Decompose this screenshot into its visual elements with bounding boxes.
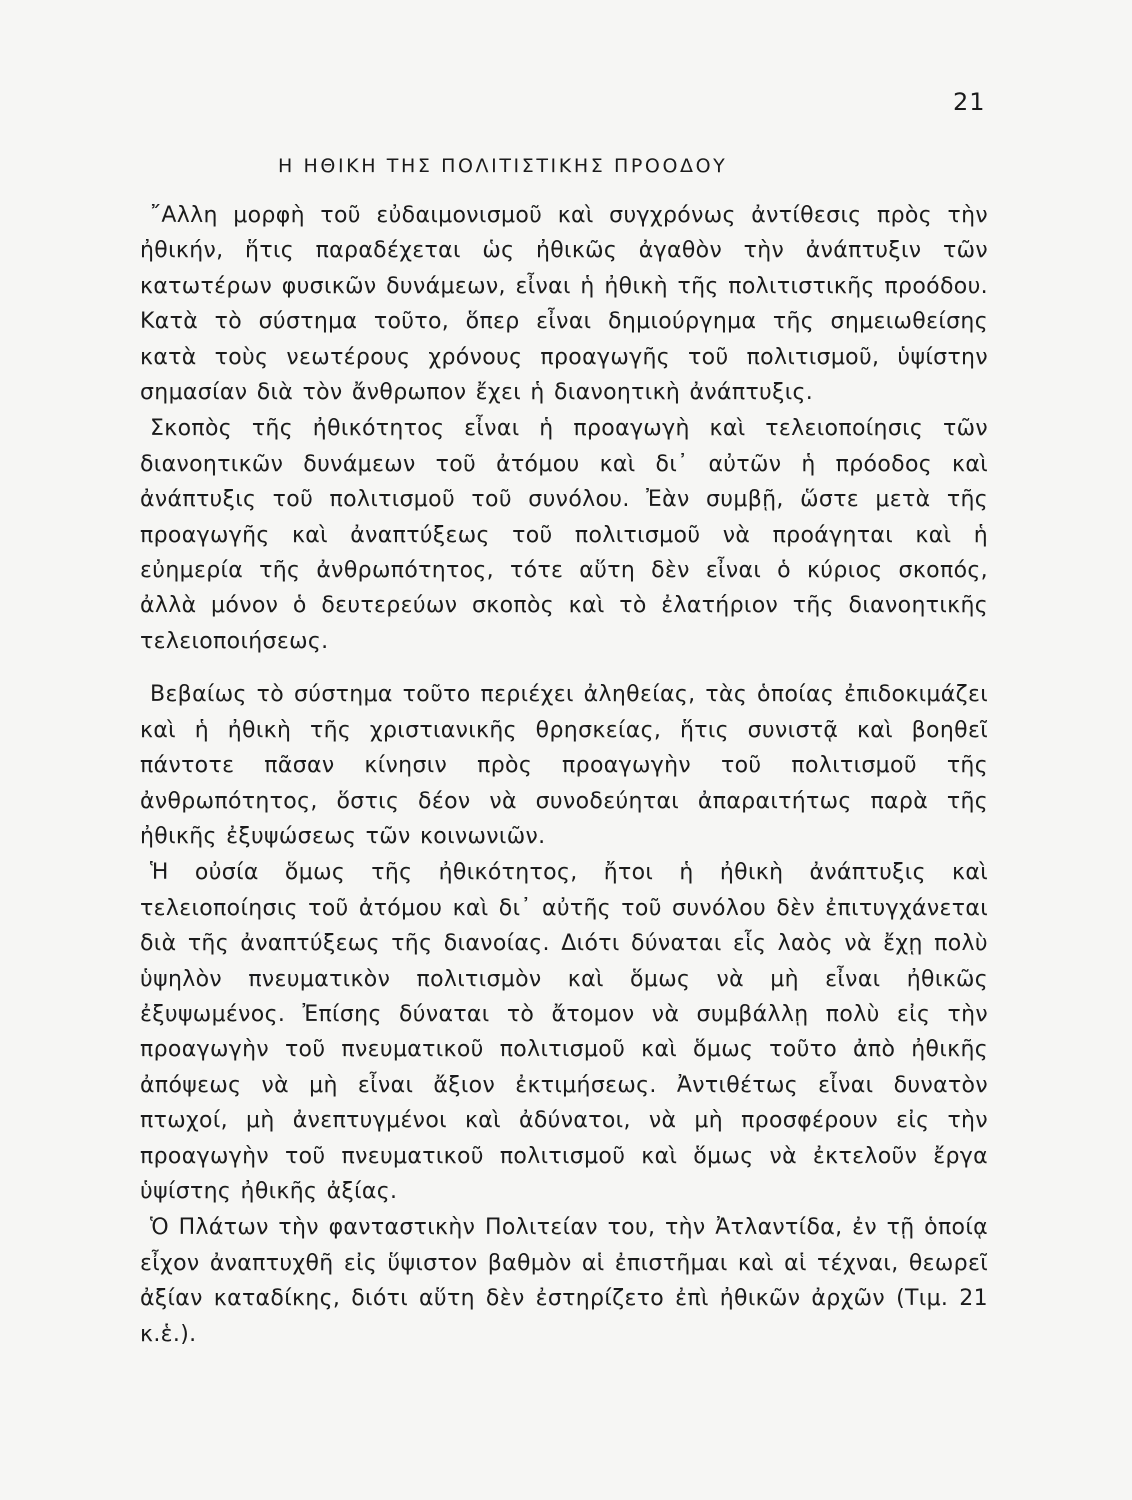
body-text [140,198,988,1352]
section-heading: Η ΗΘΙΚΗ ΤΗΣ ΠΟΛΙΤΙΣΤΙΚΗΣ ΠΡΟΟΔΟΥ [278,155,728,177]
paragraph-3: Βεβαίως τὸ σύστημα τοῦτο περιέχει ἀληθείας, τὰς ὁποίας ἐπιδοκιμάζει καὶ ἡ ἠθικὴ τῆς χριστιανικῆς θρησκείας, ἥτις συνιστᾷ καὶ βοηθεῖ πάντοτε πᾶσαν κίνησιν πρὸς προαγωγὴν τοῦ πολιτισμοῦ τῆς ἀνθρωπότητος, ὅστις δέον νὰ συνοδεύηται ἀπαραιτήτως παρὰ τῆς ἠθικῆς ἐξυψώσεως τῶν κοινωνιῶν. [140,682,988,849]
paragraph-5: Ὁ Πλάτων τὴν φανταστικὴν Πολιτείαν του, τὴν Ἀτλαντίδα, ἐν τῇ ὁποίᾳ εἶχον ἀναπτυχθῆ εἰς ὕψιστον βαθμὸν αἱ ἐπιστῆμαι καὶ αἱ τέχναι, θεωρεῖ ἀξίαν καταδίκης, διότι αὕτη δὲν ἐστηρίζετο ἐπὶ ἠθικῶν ἀρχῶν (Τιμ. 21 κ.ἑ.). [140,1215,988,1347]
paragraph-4: Ἡ οὐσία ὅμως τῆς ἠθικότητος, ἤτοι ἡ ἠθικὴ ἀνάπτυξις καὶ τελειοποίησις τοῦ ἀτόμου καὶ δι᾿ αὐτῆς τοῦ συνόλου δὲν ἐπιτυγχάνεται διὰ τῆς ἀναπτύξεως τῆς διανοίας. Διότι δύναται εἷς λαὸς νὰ ἔχῃ πολὺ ὑψηλὸν πνευματικὸν πολιτισμὸν καὶ ὅμως νὰ μὴ εἶναι ἠθικῶς ἐξυψωμένος. Ἐπίσης δύναται τὸ ἄτομον νὰ συμβάλλῃ πολὺ εἰς τὴν προαγωγὴν τοῦ πνευματικοῦ πολιτισμοῦ καὶ ὅμως τοῦτο ἀπὸ ἠθικῆς ἀπόψεως νὰ μὴ εἶναι ἄξιον ἐκτιμήσεως. Ἀντιθέτως εἶναι δυνατὸν πτωχοί, μὴ ἀνεπτυγμένοι καὶ ἀδύνατοι, νὰ μὴ προσφέρουν εἰς τὴν προαγωγὴν τοῦ πνευματικοῦ πολιτισμοῦ καὶ ὅμως νὰ ἐκτελοῦν ἔργα ὑψίστης ἠθικῆς ἀξίας. [140,860,988,1204]
page-number: 21 [953,88,986,116]
paragraph-1: ῎Αλλη μορφὴ τοῦ εὐδαιμονισμοῦ καὶ συγχρόνως ἀντίθεσις πρὸς τὴν ἠθικήν, ἥτις παραδέχεται ὡς ἠθικῶς ἀγαθὸν τὴν ἀνάπτυξιν τῶν κατωτέρων φυσικῶν δυνάμεων, εἶναι ἡ ἠθικὴ τῆς πολιτιστικῆς προόδου. Κατὰ τὸ σύστημα τοῦτο, ὅπερ εἶναι δημιούργημα τῆς σημειωθείσης κατὰ τοὺς νεωτέρους χρόνους προαγωγῆς τοῦ πολιτισμοῦ, ὑψίστην σημασίαν διὰ τὸν ἄνθρωπον ἔχει ἡ διανοητικὴ ἀνάπτυξις. [140,203,988,406]
paragraph-2: Σκοπὸς τῆς ἠθικότητος εἶναι ἡ προαγωγὴ καὶ τελειοποίησις τῶν διανοητικῶν δυνάμεων τοῦ ἀτόμου καὶ δι᾿ αὐτῶν ἡ πρόοδος καὶ ἀνάπτυξις τοῦ πολιτισμοῦ τοῦ συνόλου. Ἐὰν συμβῇ, ὥστε μετὰ τῆς προαγωγῆς καὶ ἀναπτύξεως τοῦ πολιτισμοῦ νὰ προάγηται καὶ ἡ εὐημερία τῆς ἀνθρωπότητος, τότε αὕτη δὲν εἶναι ὁ κύριος σκοπός, ἀλλὰ μόνον ὁ δευτερεύων σκοπὸς καὶ τὸ ἐλατήριον τῆς διανοητικῆς τελειοποιήσεως. [140,416,988,654]
